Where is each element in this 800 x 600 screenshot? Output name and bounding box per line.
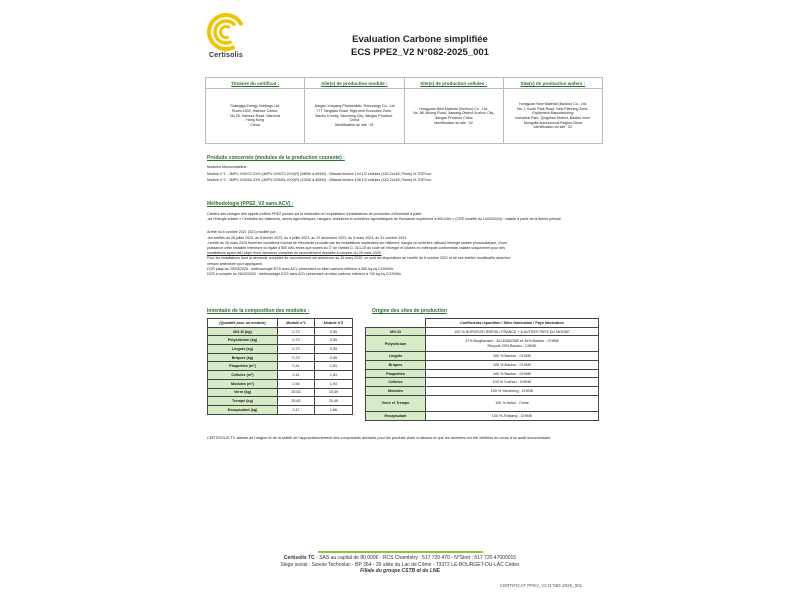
- origine-section-title: Origine des sites de production: [372, 308, 448, 314]
- table-row: Cellules 100 % Xuzhou - CHINE: [366, 378, 599, 387]
- inv-header-m1: Module n°1: [278, 319, 315, 328]
- table-row: Encapsulant (kg) 2,47 1,86: [208, 405, 353, 414]
- table-row: Verre (kg) 25,63 15,49: [208, 388, 353, 397]
- table-row: Encapsulant 100 % Zhejiang - CHINE: [366, 411, 599, 420]
- footer-line-3: Filiale du groupe CSTB et du LNE: [360, 568, 440, 575]
- footer-divider: [318, 551, 483, 553]
- sites-header-cells: Site(s) de production cellules :: [404, 78, 503, 89]
- table-row: Lingots (kg) 0,73 0,55: [208, 345, 353, 354]
- module-site-address: Jiangsu Yueyang Photovoltaic Technology Co., Ltd 777 Tangqiao Road, High-tech Economic Zone, Baohu County, Yancheng City, Jiangsu Province, China Identification du site : 01: [305, 89, 404, 144]
- sites-header-module: Site(s) de production module :: [305, 78, 404, 89]
- table-row: Modules (m²) 2,54 1,94: [208, 379, 353, 388]
- footer-line-1: Certisolis TC - SAS au capital de 80 000€ - RCS Chambéry : 517 720 470 - N°Siret : 517 720 47000015: [283, 555, 517, 561]
- table-row: Plaquettes (m²) 2,41 1,81: [208, 362, 353, 371]
- inventaire-table: [207, 318, 353, 415]
- holder-address: Solargiga Energy Holdings Ltd. Room.1402, Harbour Center, No.25, Harbour Road, Wanchai Hong Kong China: [206, 89, 305, 144]
- sites-header-holder: Titulaire du certificat :: [206, 78, 305, 89]
- title-line-1: Evaluation Carbone simplifiée: [352, 34, 488, 45]
- footer-line-2: Siège social : Savoie Technolac - BP 364 - 39 allée du Lac de Côme - 73372 LE-BOURGET-DU-LAC Cédex: [280, 561, 520, 568]
- table-row: Briques (kg) 0,73 0,55: [208, 353, 353, 362]
- produits-list: [207, 165, 431, 184]
- certificate-reference: CERTIFICAT PPE2_V2 N°082-2025_001: [500, 583, 583, 588]
- table-row: Briques 100 % Baotou - CHINE: [366, 361, 599, 370]
- title-line-2: ECS PPE2_V2 N°082-2025_001: [351, 47, 489, 58]
- table-row: Modules 100 % Yancheng - CHINE: [366, 387, 599, 396]
- produits-section-title: Produits concernés (modules de la production courante) :: [207, 155, 345, 161]
- table-row: MG-Si 100 % NORVÈGE/ BRÉSIL/ FRANCE + 6 AUTRES PAYS DU MONDE: [366, 327, 599, 336]
- produit-module-2: Module n°2 : JMPV-XX6/54-XXX (JMPV-XV6/54-XXX(R) (430W à 455W) - Bifacial biverre 108 1/2 cellules (182,2x183,75mm) N-TOPCon: [207, 178, 432, 183]
- methodo-section-title: Méthodologie (PPE2_V2 sans ACV) :: [207, 201, 294, 207]
- certisolis-logo-icon: [200, 12, 252, 70]
- table-row: Trempé (kg) 25,63 15,49: [208, 397, 353, 406]
- origine-table: [365, 318, 599, 421]
- document-title: [300, 33, 540, 59]
- cell-site-address: Hongyuan New Material (Xuzhou) Co., Ltd. No. 88 Jinlong Road, Jiawang District,Xuzhou City, Jiangsu Province China Identification du site : 02: [404, 89, 503, 144]
- table-row: Lingots 100 % Baotou - CHINE: [366, 352, 599, 361]
- attestation-text: CERTISOLIS TC atteste de l'origine et de la réalité de l'approvisionnement des composants déclarés pour les produits visés ci-dessus et que les données ont été vérifiées au cours d'un audit documentaire.: [207, 436, 552, 440]
- table-row: Polysilicium 37% Burghausen - ALLEMAGNE et 30% Baotou - CHINE Recyclé 33% Baotou - CHINE: [366, 336, 599, 352]
- table-row: Polysilicium (kg) 0,73 0,55: [208, 336, 353, 345]
- inv-header-m2: Module n°2: [315, 319, 353, 328]
- logo-wordmark: Certisolis: [209, 52, 243, 59]
- footer: [200, 555, 600, 575]
- table-row: MG-Si (kg) 0,73 0,55: [208, 327, 353, 336]
- methodo-text: Cahiers des charges des appels d'offres PPE2 portant sur la réalisation et l'exploitation d'installations de production d'électricité à partir : -de l'énergie solaire « Centrales sur bâtiments, serres agrivoltaïques, hangars, ombrières et ombrières agrivoltaïques de Puissance supérieure à 500 kWc » (CRE modifié du 14/03/2024) : valable à partir de la 8ième période Arrêté du 6 octobre 2021 (S21) modifié par : -les arrêtés du 28 juillet 2022, du 8 février 2023, du 4 juillet 2023, du 22 décembre 2023, du 5 mars 2024, du 31 octobre 2024 -l'arrêté du 26 mars 2025 fixant les conditions d'achat de l'électricité produite par les installations implantées sur bâtiment, hangar ou ombrière utilisant l'énergie solaire photovoltaïque, d'une puissance crête installée inférieure ou égale à 500 kWc telles que visées au 3° de l'article D. 314-15 du code de l'énergie et situées en métropole continentale valable uniquement pour des installations ayant fait l'objet d'une demande complète de raccordement déposée à compter du 26 mars 2025. Pour les installations dont la demande complète de raccordement est antérieure au 26 mars 2025, ce sont les dispositions de l'arrêté du 6 octobre 2021 et de ses arrêtés modificatifs dans leur version antérieure qui s'appliquent. DCR jusqu'au 25/03/2025 : méthodologie ECS avec ACV présentant un bilan carbone inférieur à 550 kg eq CO2/kWc DCR à compter du 26/03/2025 : méthodologie ECS sans ACV présentant un bilan carbone inférieur à 740 kg eq CO2/kWc: [207, 212, 562, 277]
- produit-module-1: Module n°1 : JMPV-XX6/72-XXX (JMPV-XV6/72-XXX(R) (580W à 605W) - Bifacial biverre 144 1/2 cellules (182,2x183,75mm) N-TOPCon: [207, 171, 432, 176]
- sites-table: [205, 77, 603, 144]
- table-row: Cellules (m²) 2,41 1,81: [208, 371, 353, 380]
- table-row: Plaquettes 100 % Baotou - CHINE: [366, 369, 599, 378]
- produits-subtitle: Modules Monocristallins :: [207, 165, 249, 169]
- inv-header-qty: (Quantité pour un module): [208, 319, 278, 328]
- wafer-site-address: Hongyuan New Material (Baotou) Co., Ltd. No. 1 South Park Road, New Planning Zone, Equipment Manufacturing Industrial Park, Qingshan District, Baotou Inner Mongolia Autonomous Region China Identification du site : 02: [503, 89, 602, 144]
- table-row: Verre et Trempe 100 % Anhui - Chine: [366, 395, 599, 411]
- origine-header: Coefficients répartition / Sites fabrication / Pays fabrication: [426, 319, 599, 328]
- sites-header-wafers: Site(s) de production wafers :: [503, 78, 602, 89]
- inventaire-section-title: Inventaire de la composition des modules :: [207, 308, 310, 314]
